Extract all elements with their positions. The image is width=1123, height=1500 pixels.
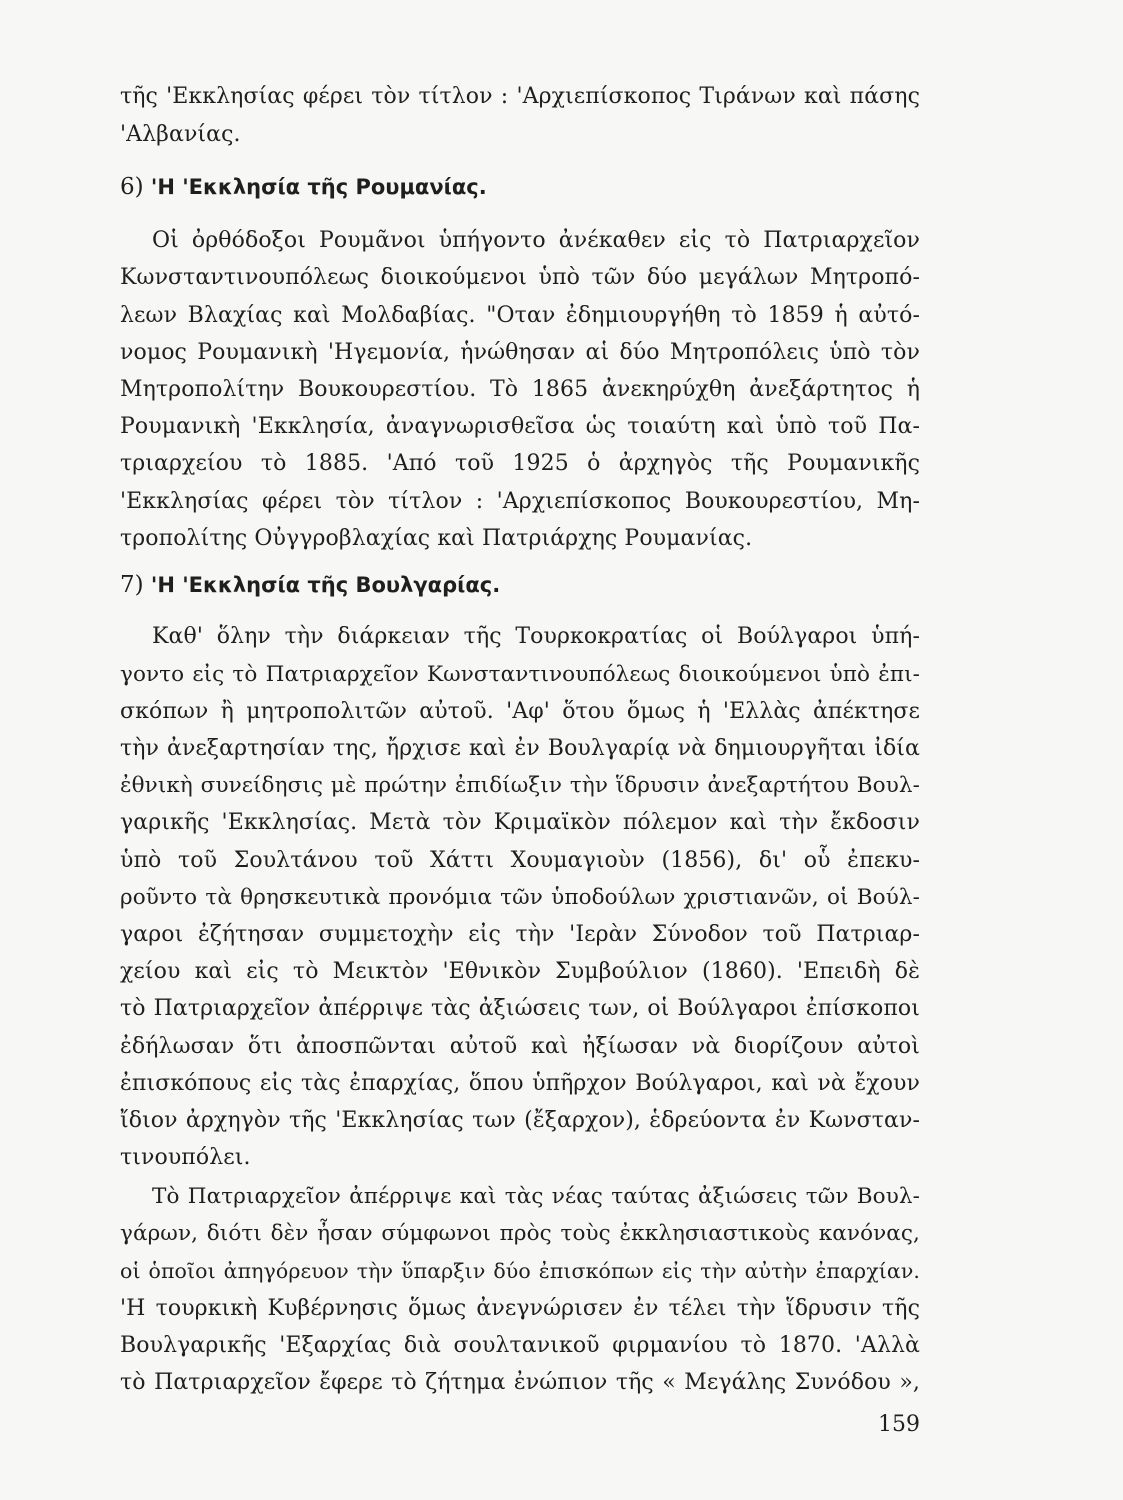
section-heading [120, 172, 920, 202]
section-title: 'Η 'Εκκλησία τῆς Ρουμανίας. [150, 175, 487, 199]
text-line: τὸ Πατριαρχεῖον ἔφερε τὸ ζήτημα ἐνώπιον τῆς « Μεγάλης Συνόδου », [120, 1370, 920, 1395]
text-line: 'Η τουρκικὴ Κυβέρνησις ὅμως ἀνεγνώρισεν ἐν τέλει τὴν ἵδρυσιν τῆς [120, 1296, 920, 1321]
text-line: τροπολίτης Οὐγγροβλαχίας καὶ Πατριάρχης Ρουμανίας. [120, 526, 753, 551]
section-number: 7) [120, 572, 144, 598]
text-line: Ρουμανικὴ 'Εκκλησία, ἀναγνωρισθεῖσα ὡς τοιαύτη καὶ ὑπὸ τοῦ Πα- [120, 414, 920, 439]
text-line: Μητροπολίτην Βουκουρεστίου. Τὸ 1865 ἀνεκηρύχθη ἀνεξάρτητος ἡ [120, 377, 920, 402]
text-line: ὑπὸ τοῦ Σουλτάνου τοῦ Χάττι Χουμαγιοὺν (1856), δι' οὗ ἐπεκυ- [120, 848, 920, 873]
text-line: τὸ Πατριαρχεῖον ἀπέρριψε τὰς ἀξιώσεις των, οἱ Βούλγαροι ἐπίσκοποι [120, 996, 920, 1021]
text-line: γαροι ἐζήτησαν συμμετοχὴν εἰς τὴν 'Ιερὰν Σύνοδον τοῦ Πατριαρ- [120, 922, 920, 947]
text-line: Κωνσταντινουπόλεως διοικούμενοι ὑπὸ τῶν δύο μεγάλων Μητροπό- [120, 265, 920, 290]
text-line: ροῦντο τὰ θρησκευτικὰ προνόμια τῶν ὑποδούλων χριστιανῶν, οἱ Βούλ- [120, 885, 920, 910]
text-line: 'Αλβανίας. [120, 122, 241, 147]
text-line: τριαρχείου τὸ 1885. 'Από τοῦ 1925 ὁ ἀρχηγὸς τῆς Ρουμανικῆς [120, 451, 920, 476]
text-line: Βουλγαρικῆς 'Εξαρχίας διὰ σουλτανικοῦ φιρμανίου τὸ 1870. 'Αλλὰ [120, 1333, 920, 1358]
section-number: 6) [120, 174, 144, 200]
text-line: 'Εκκλησίας φέρει τὸν τίτλον : 'Αρχιεπίσκοπος Βουκουρεστίου, Μη- [120, 489, 920, 514]
text-line: γαρικῆς 'Εκκλησίας. Μετὰ τὸν Κριμαϊκὸν πόλεμον καὶ τὴν ἔκδοσιν [120, 810, 920, 835]
text-line: χείου καὶ εἰς τὸ Μεικτὸν 'Εθνικὸν Συμβούλιον (1860). 'Επειδὴ δὲ [120, 959, 920, 984]
text-line: γοντο εἰς τὸ Πατριαρχεῖον Κωνσταντινουπόλεως διοικούμενοι ὑπὸ ἐπι- [120, 662, 920, 687]
section-heading [120, 570, 920, 600]
text-line: Καθ' ὅλην τὴν διάρκειαν τῆς Τουρκοκρατίας οἱ Βούλγαροι ὑπή- [152, 624, 920, 649]
page-number: 159 [878, 1412, 920, 1437]
text-line: νομος Ρουμανικὴ 'Ηγεμονία, ἡνώθησαν αἱ δύο Μητροπόλεις ὑπὸ τὸν [120, 340, 920, 365]
text-line: σκόπων ἢ μητροπολιτῶν αὐτοῦ. 'Αφ' ὅτου ὅμως ἡ 'Ελλὰς ἀπέκτησε [120, 699, 920, 724]
text-line: γάρων, διότι δὲν ἦσαν σύμφωνοι πρὸς τοὺς ἐκκλησιαστικοὺς κανόνας, [120, 1221, 920, 1246]
text-line: Οἱ ὀρθόδοξοι Ρουμᾶνοι ὑπήγοντο ἀνέκαθεν εἰς τὸ Πατριαρχεῖον [152, 228, 920, 253]
text-line: Τὸ Πατριαρχεῖον ἀπέρριψε καὶ τὰς νέας ταύτας ἀξιώσεις τῶν Βουλ- [152, 1184, 920, 1209]
text-line: ἐπισκόπους εἰς τὰς ἐπαρχίας, ὅπου ὑπῆρχον Βούλγαροι, καὶ νὰ ἔχουν [120, 1071, 920, 1096]
text-line: ἐδήλωσαν ὅτι ἀποσπῶνται αὐτοῦ καὶ ἠξίωσαν νὰ διορίζουν αὐτοὶ [120, 1034, 920, 1059]
text-line: ἐθνικὴ συνείδησις μὲ πρώτην ἐπιδίωξιν τὴν ἵδρυσιν ἀνεξαρτήτου Βουλ- [120, 773, 920, 798]
text-line: οἱ ὁποῖοι ἀπηγόρευον τὴν ὕπαρξιν δύο ἐπισκόπων εἰς τὴν αὐτὴν ἐπαρχίαν. [120, 1259, 920, 1283]
text-line: τὴν ἀνεξαρτησίαν της, ἤρχισε καὶ ἐν Βουλγαρίᾳ νὰ δημιουργῆται ἰδία [120, 736, 920, 761]
section-title: 'Η 'Εκκλησία τῆς Βουλγαρίας. [150, 573, 501, 597]
text-line: λεων Βλαχίας καὶ Μολδαβίας. "Οταν ἐδημιουργήθη τὸ 1859 ἡ αὐτό- [120, 303, 920, 328]
text-line: τῆς 'Εκκλησίας φέρει τὸν τίτλον : 'Αρχιεπίσκοπος Τιράνων καὶ πάσης [120, 84, 920, 109]
text-line: τινουπόλει. [120, 1145, 251, 1170]
text-line: ἴδιον ἀρχηγὸν τῆς 'Εκκλησίας των (ἔξαρχον), ἑδρεύοντα ἐν Κωνσταν- [120, 1108, 920, 1133]
